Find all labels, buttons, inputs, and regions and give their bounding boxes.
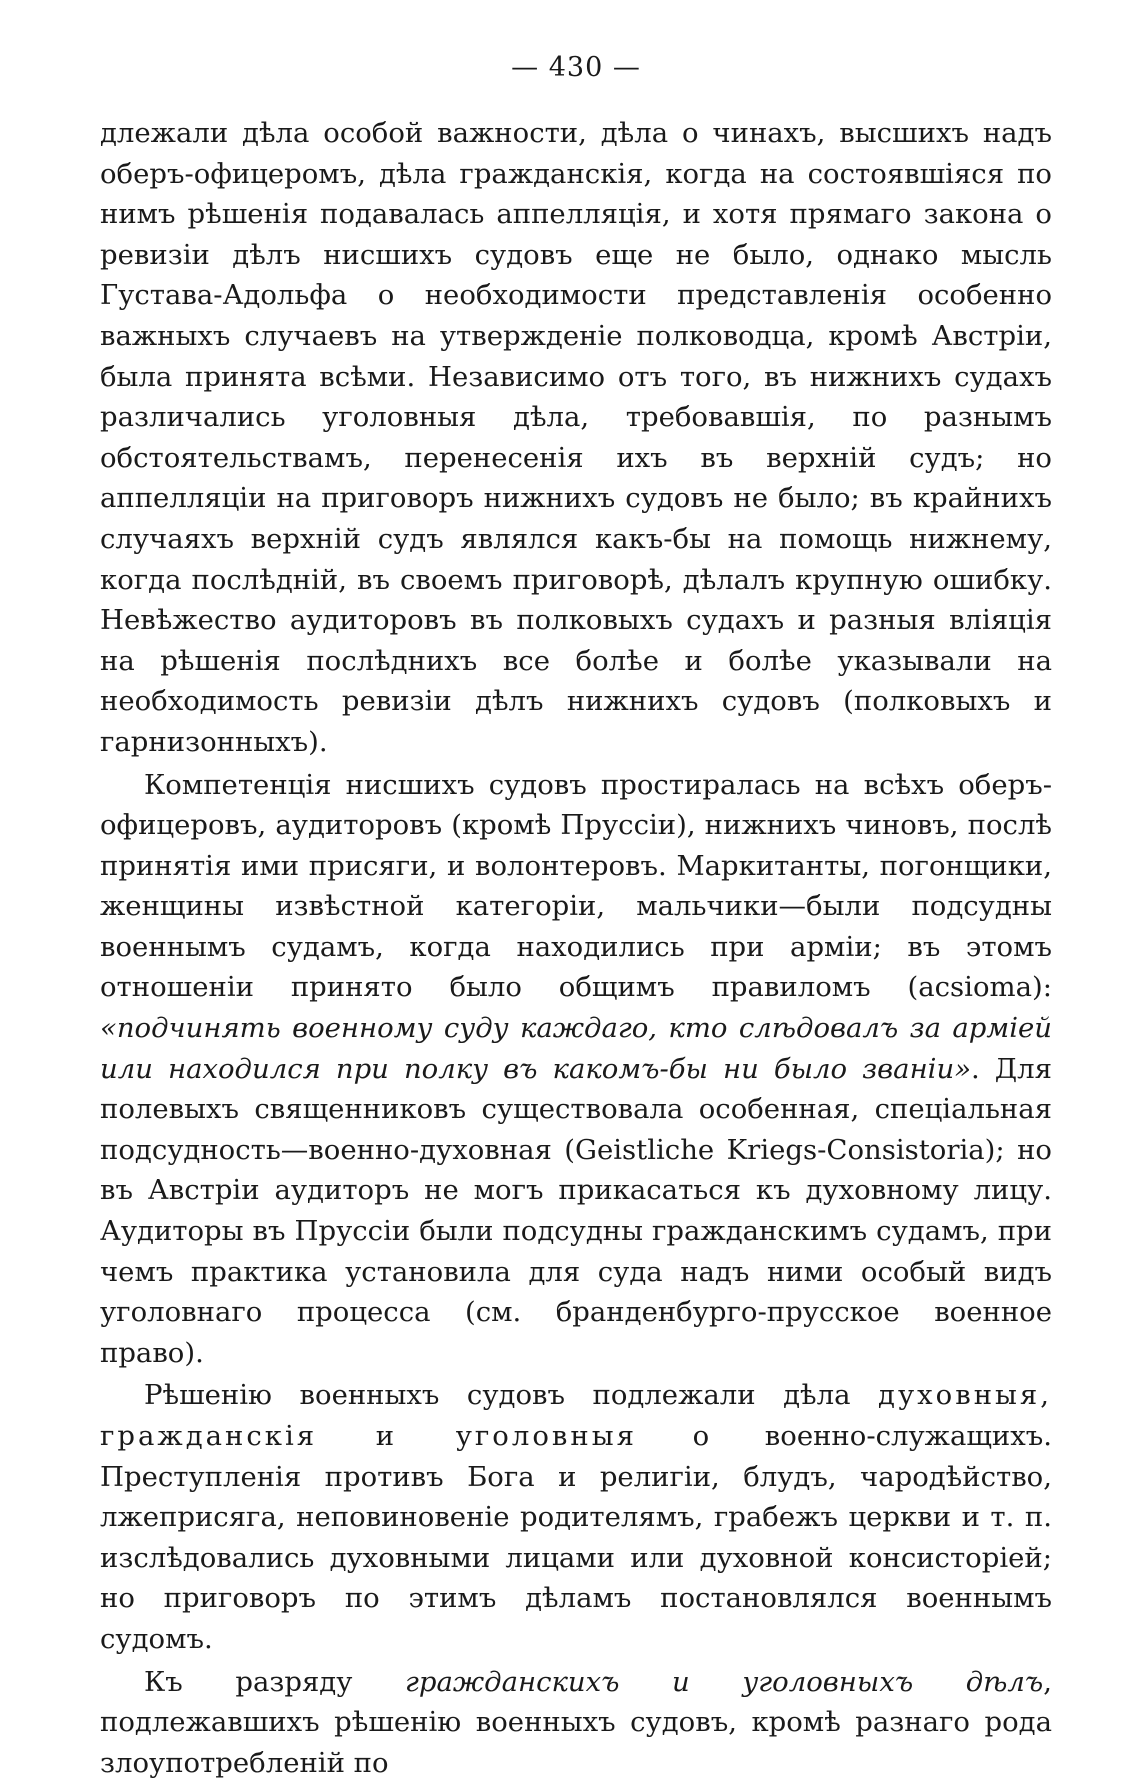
page-number: — 430 — — [511, 52, 641, 83]
paragraph-2 — [100, 765, 1052, 1374]
paragraph-1-text: длежали дѣла особой важности, дѣла о чинахъ, высшихъ надъ оберъ-офицеромъ, дѣла гражданскія, когда на состоявшіяся по нимъ рѣшенія подавалась аппелляція, и хотя прямаго закона о ревизіи дѣлъ нисшихъ судовъ еще не было, однако мысль Густава-Адольфа о необходимости представленія особенно важныхъ случаевъ на утвержденіе полководца, кромѣ Австріи, была принята всѣми. Независимо отъ того, въ нижнихъ судахъ различались уголовныя дѣла, требовавшія, по разнымъ обстоятельствамъ, перенесенія ихъ въ верхній судъ; но аппелляціи на приговоръ нижнихъ судовъ не было; въ крайнихъ случаяхъ верхній судъ являлся какъ-бы на помощь нижнему, когда послѣдній, въ своемъ приговорѣ, дѣлалъ крупную ошибку. Невѣжество аудиторовъ въ полковыхъ судахъ и разныя вліяція на рѣшенія послѣднихъ все болѣе и болѣе указывали на необходимость ревизіи дѣлъ нижнихъ судовъ (полковыхъ и гарнизонныхъ). — [100, 117, 1052, 758]
paragraph-2-italic-quote: «подчинять военному суду каждаго, кто слѣдовалъ за арміей или находился при полку въ какомъ-бы ни было званіи» — [100, 1012, 1052, 1085]
paragraph-2-text-a: Компетенція нисшихъ судовъ простиралась на всѣхъ оберъ-офицеровъ, аудиторовъ (кромѣ Пруссіи), нижнихъ чиновъ, послѣ принятія ими присяги, и волонтеровъ. Маркитанты, погонщики, женщины извѣстной категоріи, мальчики—были подсудны военнымъ судамъ, когда находились при арміи; въ этомъ отношеніи принято было общимъ правиломъ (acsioma): — [100, 768, 1052, 1004]
paragraph-3-spaced-text: духовныя, гражданскія и уголовныя — [100, 1379, 1052, 1452]
paragraph-4-text-b: , подлежавшихъ рѣшенію военныхъ судовъ, кромѣ разнаго рода злоупотребленій по — [100, 1665, 1053, 1779]
paragraph-3-text-b: о военно-служащихъ. Преступленія противъ Бога и религіи, блудъ, чародѣйство, лжеприсяга, неповиновеніе родителямъ, грабежъ церкви и т. п. изслѣдовались духовными лицами или духовной консисторіей; но приговоръ по этимъ дѣламъ постановлялся военнымъ судомъ. — [100, 1420, 1052, 1655]
paragraph-4 — [100, 1662, 1052, 1783]
paragraph-4-text-a: Къ разряду — [144, 1665, 405, 1698]
paragraph-4-italic-text: гражданскихъ и уголовныхъ дѣлъ — [405, 1665, 1044, 1698]
paragraph-1 — [100, 113, 1052, 763]
paragraph-2-text-b: . Для полевыхъ священниковъ существовала особенная, спеціальная подсудность—военно-духовная (Geistliche Kriegs-Consistoria); но въ Австріи аудиторъ не могъ прикасаться къ духовному лицу. Аудиторы въ Пруссіи были подсудны гражданскимъ судамъ, при чемъ практика установила для суда надъ ними особый видъ уголовнаго процесса (см. бранденбурго-прусское военное право). — [100, 1052, 1052, 1369]
paragraph-3 — [100, 1375, 1052, 1659]
paragraph-3-text-a: Рѣшенію военныхъ судовъ подлежали дѣла — [144, 1379, 879, 1412]
